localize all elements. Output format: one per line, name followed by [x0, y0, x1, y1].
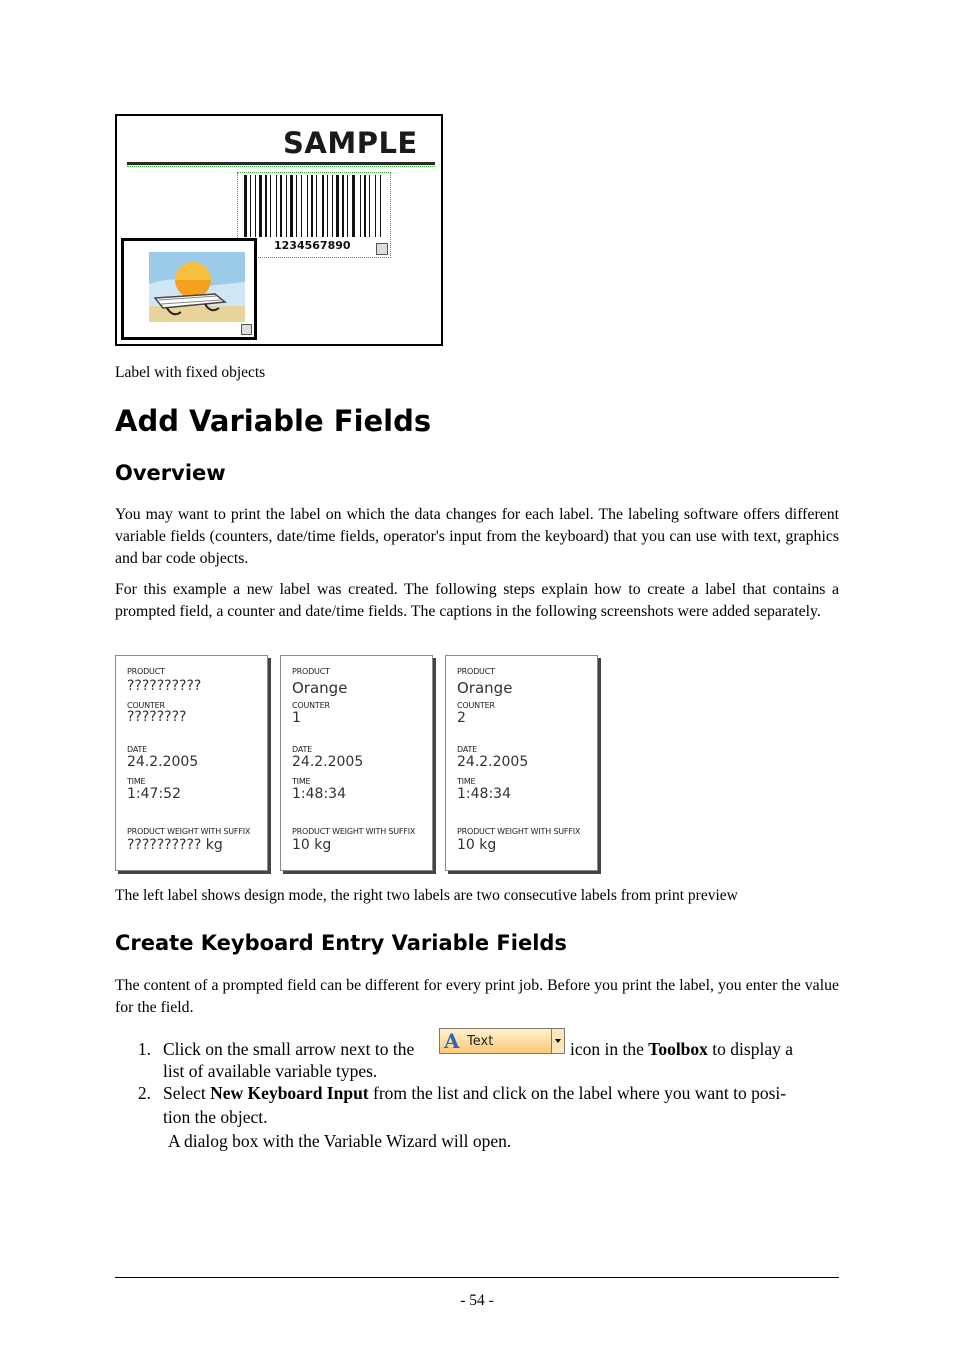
time-value: 1:48:34 — [292, 786, 346, 802]
counter-value: ???????? — [127, 709, 187, 725]
weight-caption: PRODUCT WEIGHT WITH SUFFIX — [457, 827, 581, 836]
keyboard-section-title: Create Keyboard Entry Variable Fields — [115, 931, 567, 955]
resize-handle-icon — [241, 324, 252, 335]
product-caption: PRODUCT — [127, 667, 165, 676]
step-1-text-after — [570, 1038, 793, 1061]
date-caption: DATE — [457, 745, 478, 754]
label-preview-2 — [445, 655, 598, 871]
keyboard-paragraph: The content of a prompted field can be different for every print job. Before you print the label, you enter the value for the field. — [115, 977, 839, 1016]
step-2-text — [163, 1082, 786, 1105]
weight-value: ?????????? kg — [127, 837, 223, 853]
weight-caption: PRODUCT WEIGHT WITH SUFFIX — [127, 827, 251, 836]
overview-paragraph-2: For this example a new label was created. The following steps explain how to create a label that contains a prompted field, a counter and date/time fields. The captions in the following screenshots were added separately. — [115, 581, 839, 620]
step-1-text-before: Click on the small arrow next to the — [163, 1039, 415, 1059]
sample-label-figure — [115, 114, 443, 346]
section-title: Add Variable Fields — [115, 404, 432, 438]
date-value: 24.2.2005 — [127, 754, 199, 770]
time-caption: TIME — [292, 777, 311, 786]
product-value: Orange — [292, 679, 348, 697]
figure2-caption: The left label shows design mode, the right two labels are two consecutive labels from print preview — [115, 887, 738, 904]
step-2-bold-new-keyboard-input: New Keyboard Input — [210, 1083, 369, 1103]
overview-title: Overview — [115, 461, 226, 485]
step-2-line-3: A dialog box with the Variable Wizard will open. — [168, 1131, 512, 1151]
time-caption: TIME — [457, 777, 476, 786]
counter-caption: COUNTER — [457, 701, 495, 710]
toolbox-text-button[interactable] — [439, 1028, 565, 1054]
text-tool-icon: A — [444, 1029, 460, 1053]
weight-caption: PRODUCT WEIGHT WITH SUFFIX — [292, 827, 416, 836]
weight-value: 10 kg — [292, 837, 332, 853]
sample-label-title: SAMPLE — [283, 126, 418, 160]
label-preview-1 — [280, 655, 433, 871]
figure1-caption: Label with fixed objects — [115, 364, 266, 381]
weight-value: 10 kg — [457, 837, 497, 853]
dropdown-arrow-icon[interactable] — [551, 1029, 564, 1053]
date-caption: DATE — [127, 745, 148, 754]
counter-value: 2 — [457, 710, 466, 726]
sample-label-line-selection — [127, 166, 435, 167]
step-1-text-after-1: icon in the — [570, 1039, 644, 1059]
footer-rule — [115, 1277, 839, 1278]
counter-caption: COUNTER — [127, 701, 165, 710]
page-number: - 54 - — [460, 1292, 494, 1309]
product-value: ?????????? — [127, 678, 202, 694]
product-caption: PRODUCT — [292, 667, 330, 676]
step-1-number: 1. — [137, 1039, 151, 1059]
barcode-icon — [242, 175, 386, 237]
time-value: 1:48:34 — [457, 786, 511, 802]
step-1-bold-toolbox: Toolbox — [648, 1039, 708, 1059]
date-value: 24.2.2005 — [292, 754, 364, 770]
barcode-object — [237, 172, 391, 258]
time-value: 1:47:52 — [127, 786, 181, 802]
label-design-mode — [115, 655, 268, 871]
resize-handle-icon — [376, 243, 388, 255]
step-2-text-before: Select — [163, 1083, 206, 1103]
time-caption: TIME — [127, 777, 146, 786]
step-1-text-after-2: to display a — [712, 1039, 793, 1059]
step-2-number: 2. — [137, 1083, 151, 1103]
product-caption: PRODUCT — [457, 667, 495, 676]
barcode-number: 1234567890 — [274, 239, 351, 252]
sample-label-line — [127, 162, 435, 165]
counter-caption: COUNTER — [292, 701, 330, 710]
overview-paragraph-1: You may want to print the label on which the data changes for each label. The labeling software offers different variable fields (counters, date/time fields, operator's input from the keyboard) that you can use with text, graphics and bar code objects. — [115, 506, 839, 567]
date-caption: DATE — [292, 745, 313, 754]
step-2-text-after: from the list and click on the label where you want to posi- — [373, 1083, 787, 1103]
step-2-line-2: tion the object. — [163, 1107, 268, 1127]
beach-chair-sun-picture-icon — [127, 244, 251, 334]
counter-value: 1 — [292, 710, 301, 726]
step-1-line-2: list of available variable types. — [163, 1061, 378, 1081]
picture-object — [121, 238, 257, 340]
text-tool-label: Text — [467, 1034, 494, 1049]
product-value: Orange — [457, 679, 513, 697]
date-value: 24.2.2005 — [457, 754, 529, 770]
